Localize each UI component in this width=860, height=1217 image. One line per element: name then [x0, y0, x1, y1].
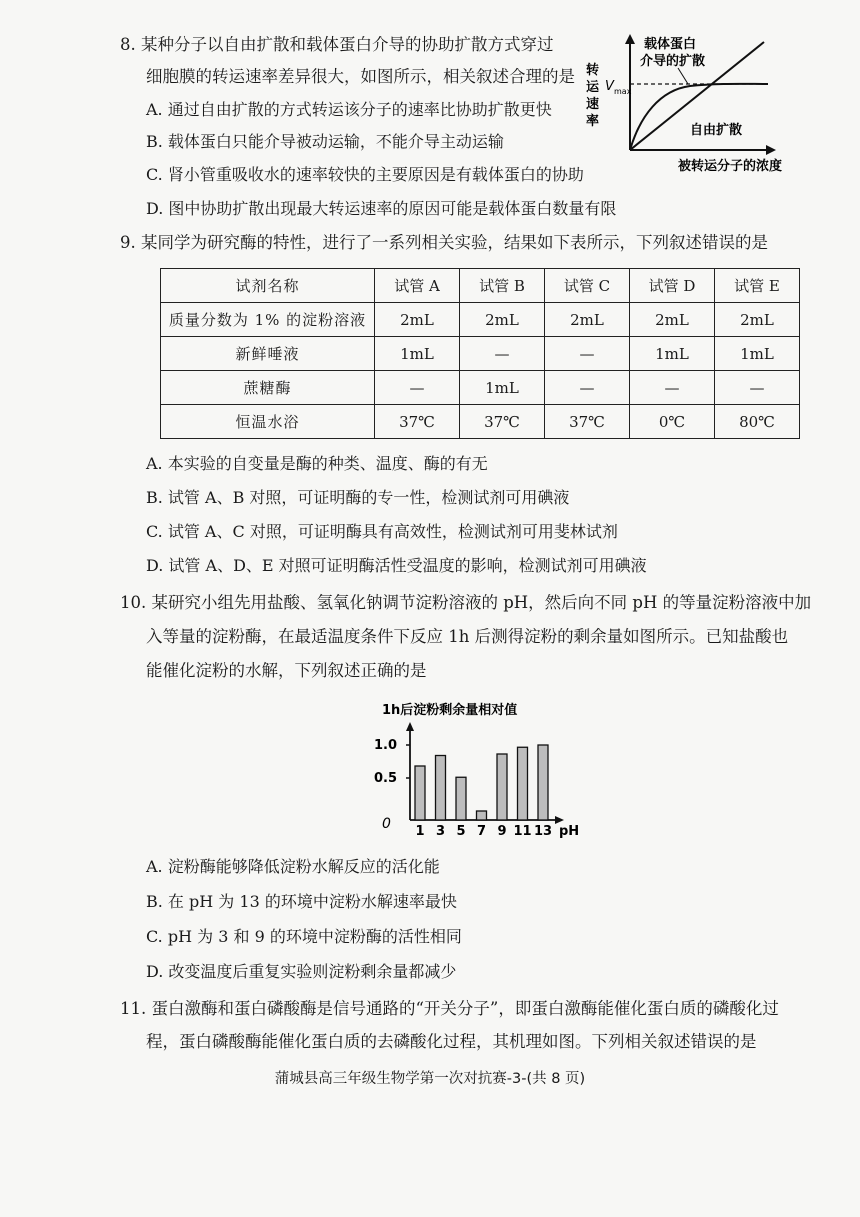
chart-xtick-label: 7	[476, 824, 487, 839]
chart-bar	[497, 754, 507, 820]
q9-option-b: B. 试管 A、B 对照，可证明酶的专一性，检测试剂可用碘液	[146, 488, 570, 507]
table-cell: —	[375, 371, 460, 405]
chart-bar	[538, 745, 548, 820]
table-cell: —	[630, 371, 715, 405]
chart-ytick-2: 1.0	[374, 738, 398, 753]
q10-stem-line1: 10. 某研究小组先用盐酸、氢氧化钠调节淀粉溶液的 pH，然后向不同 pH 的等量淀粉溶液中加	[120, 593, 812, 612]
table-header-cell: 试管 E	[715, 269, 800, 303]
q10-starch-chart	[360, 698, 600, 844]
table-header-cell: 试管 B	[460, 269, 545, 303]
table-cell: 新鲜唾液	[161, 337, 375, 371]
q8-carrier-label-2: 介导的扩散	[640, 54, 706, 69]
table-cell: 恒温水浴	[161, 405, 375, 439]
q8-ylabel-char-1: 转	[586, 63, 600, 78]
q8-stem-line2: 细胞膜的转运速率差异很大，如图所示，相关叙述合理的是	[146, 67, 575, 86]
q9-experiment-table	[160, 268, 800, 439]
table-cell: 2mL	[545, 303, 630, 337]
q8-option-a: A. 通过自由扩散的方式转运该分子的速率比协助扩散更快	[146, 100, 552, 119]
chart-bar	[436, 756, 446, 821]
q8-option-c: C. 肾小管重吸收水的速率较快的主要原因是有载体蛋白的协助	[146, 165, 584, 184]
chart-xtick-label: 1	[415, 824, 425, 839]
q8-carrier-label-1: 载体蛋白	[644, 37, 697, 52]
chart-x-arrow	[555, 816, 564, 824]
table-header-cell: 试剂名称	[161, 269, 375, 303]
q10-option-a: A. 淀粉酶能够降低淀粉水解反应的活化能	[146, 857, 440, 876]
q10-option-d: D. 改变温度后重复实验则淀粉剩余量都减少	[146, 962, 457, 981]
table-cell: —	[545, 337, 630, 371]
table-cell: 37℃	[375, 405, 460, 439]
table-row	[161, 405, 800, 439]
table-cell: 2mL	[460, 303, 545, 337]
q8-transport-figure	[578, 28, 808, 178]
q10-stem-line2: 入等量的淀粉酶，在最适温度条件下反应 1h 后测得淀粉的剩余量如图所示。已知盐酸也	[146, 627, 789, 646]
chart-title: 1h后淀粉剩余量相对值	[382, 703, 518, 718]
table-cell: 蔗糖酶	[161, 371, 375, 405]
q8-carrier-pointer	[678, 68, 688, 84]
q10-stem-line3: 能催化淀粉的水解，下列叙述正确的是	[146, 661, 427, 680]
q8-ylabel-char-3: 速	[586, 97, 600, 112]
q8-ylabel-char-4: 率	[586, 114, 600, 129]
table-cell: —	[715, 371, 800, 405]
table-row	[161, 337, 800, 371]
q8-ylabel-char-2: 运	[586, 80, 600, 95]
table-header-cell: 试管 A	[375, 269, 460, 303]
q8-y-arrow	[625, 34, 635, 44]
table-cell: —	[545, 371, 630, 405]
chart-bar	[415, 766, 425, 820]
chart-xtick-label: 11	[513, 824, 532, 839]
chart-bar	[477, 811, 487, 820]
q8-free-label: 自由扩散	[690, 123, 743, 138]
q11-stem-line2: 程，蛋白磷酸酶能催化蛋白质的去磷酸化过程，其机理如图。下列相关叙述错误的是	[146, 1032, 757, 1051]
chart-ytick-0: 0	[382, 816, 391, 832]
table-cell: 1mL	[630, 337, 715, 371]
chart-ytick-1: 0.5	[374, 771, 398, 786]
table-cell: 0℃	[630, 405, 715, 439]
q8-option-b: B. 载体蛋白只能介导被动运输，不能介导主动运输	[146, 132, 504, 151]
table-cell: —	[460, 337, 545, 371]
q9-option-d: D. 试管 A、D、E 对照可证明酶活性受温度的影响，检测试剂可用碘液	[146, 556, 647, 575]
q9-option-c: C. 试管 A、C 对照，可证明酶具有高效性，检测试剂可用斐林试剂	[146, 522, 618, 541]
q8-vmax-sub: max	[614, 87, 632, 96]
table-row	[161, 303, 800, 337]
chart-xlabel: pH	[559, 824, 580, 839]
q9-option-a: A. 本实验的自变量是酶的种类、温度、酶的有无	[146, 454, 488, 473]
table-header-cell: 试管 D	[630, 269, 715, 303]
q8-x-arrow	[766, 145, 776, 155]
table-cell: 37℃	[545, 405, 630, 439]
chart-xtick-label: 3	[435, 824, 446, 839]
table-cell: 1mL	[715, 337, 800, 371]
table-cell: 80℃	[715, 405, 800, 439]
table-cell: 1mL	[460, 371, 545, 405]
table-cell: 2mL	[375, 303, 460, 337]
table-cell: 2mL	[715, 303, 800, 337]
q11-stem-line1: 11. 蛋白激酶和蛋白磷酸酶是信号通路的“开关分子”，即蛋白激酶能催化蛋白质的磷酸化过	[120, 999, 779, 1018]
chart-xtick-label: 9	[497, 824, 507, 839]
table-cell: 2mL	[630, 303, 715, 337]
table-header-row	[161, 269, 800, 303]
q10-option-b: B. 在 pH 为 13 的环境中淀粉水解速率最快	[146, 892, 457, 911]
q8-stem-line1: 8. 某种分子以自由扩散和载体蛋白介导的协助扩散方式穿过	[120, 35, 554, 54]
table-header-cell: 试管 C	[545, 269, 630, 303]
q8-xlabel: 被转运分子的浓度	[678, 159, 783, 174]
chart-bar	[518, 747, 528, 820]
table-cell: 1mL	[375, 337, 460, 371]
table-cell: 37℃	[460, 405, 545, 439]
q8-vmax-label: V	[605, 79, 614, 94]
table-cell: 质量分数为 1% 的淀粉溶液	[161, 303, 375, 337]
q8-option-d: D. 图中协助扩散出现最大转运速率的原因可能是载体蛋白数量有限	[146, 199, 617, 218]
chart-xtick-label: 5	[456, 824, 466, 839]
q10-option-c: C. pH 为 3 和 9 的环境中淀粉酶的活性相同	[146, 927, 462, 946]
q9-stem: 9. 某同学为研究酶的特性，进行了一系列相关实验，结果如下表所示，下列叙述错误的是	[120, 233, 768, 252]
chart-bar	[456, 777, 466, 820]
table-row	[161, 371, 800, 405]
chart-xtick-label: 13	[533, 824, 553, 839]
chart-y-arrow	[406, 722, 414, 731]
page-footer: 蒲城县高三年级生物学第一次对抗赛-3-(共 8 页)	[274, 1071, 586, 1087]
